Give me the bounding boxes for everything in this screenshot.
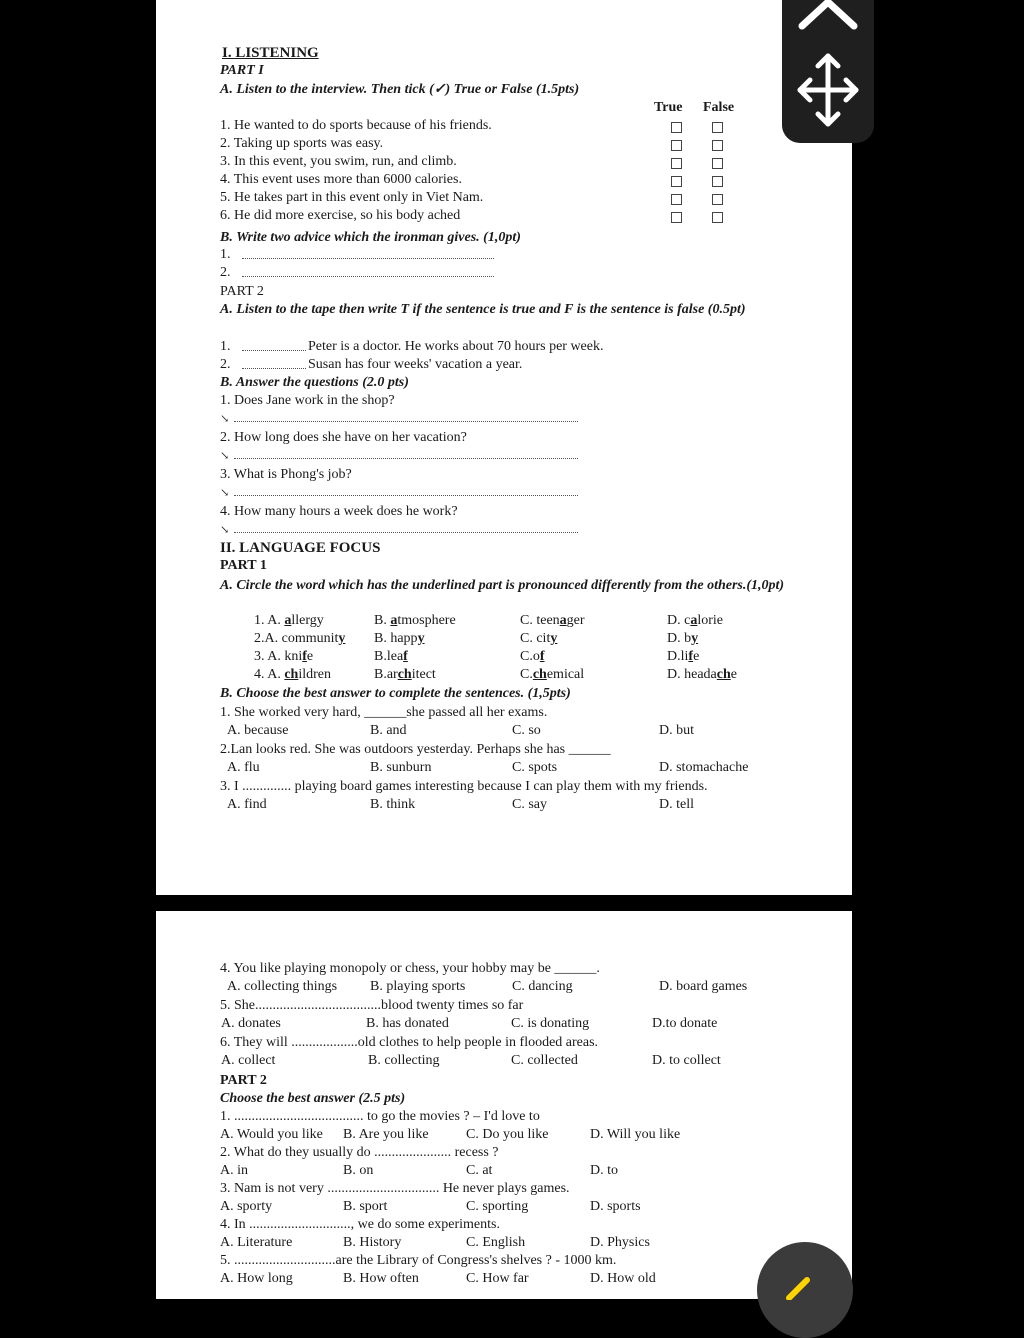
option-suffix: ger [566, 613, 585, 628]
pronunciation-option[interactable] [254, 649, 313, 665]
answer-option[interactable]: A. flu [227, 760, 260, 775]
answer-option[interactable]: C. spots [512, 760, 558, 775]
answer-option[interactable]: C. English [466, 1235, 526, 1250]
tf-statement-1-number: 1. [220, 339, 231, 354]
false-checkbox[interactable] [712, 140, 723, 151]
pronunciation-option[interactable] [520, 667, 584, 683]
answer-option[interactable]: B. collecting [368, 1053, 440, 1068]
answer-option[interactable]: D. but [659, 723, 694, 738]
underlined-letters: f [302, 649, 307, 664]
advice-line-1[interactable] [242, 258, 494, 259]
answer-option[interactable]: A. collect [221, 1053, 276, 1068]
tf-statement-2-number: 2. [220, 357, 231, 372]
pronunciation-option[interactable] [667, 613, 723, 629]
answer-option[interactable]: B. How often [343, 1271, 419, 1286]
answer-option[interactable]: A. Literature [220, 1235, 293, 1250]
tf-statement-2: Susan has four weeks' vacation a year. [308, 357, 523, 372]
option-prefix: C. [520, 667, 533, 682]
option-suffix: llergy [291, 613, 324, 628]
false-checkbox[interactable] [712, 122, 723, 133]
underlined-letters: a [690, 613, 698, 628]
option-suffix: emical [546, 667, 585, 682]
pronunciation-option[interactable] [520, 613, 585, 629]
true-checkbox[interactable] [671, 158, 682, 169]
pronunciation-option[interactable] [254, 667, 331, 683]
pronunciation-option[interactable] [374, 631, 425, 647]
tf-answer-1[interactable] [242, 350, 306, 351]
answer-option[interactable]: B. has donated [366, 1016, 449, 1031]
answer-option[interactable]: C. at [466, 1163, 493, 1178]
question-text: 6. They will ...................old clothes to help people in flooded areas. [220, 1035, 599, 1050]
option-suffix: ildren [298, 667, 331, 682]
lf-part2-instruction: Choose the best answer (2.5 pts) [220, 1091, 406, 1106]
answer-option[interactable]: C. collected [511, 1053, 578, 1068]
answer-option[interactable]: C. sporting [466, 1199, 529, 1214]
answer-option[interactable]: B. and [370, 723, 407, 738]
answer-option[interactable]: B. Are you like [343, 1127, 429, 1142]
answer-option[interactable]: B. on [343, 1163, 374, 1178]
advice-line-2[interactable] [242, 276, 494, 277]
arrow-right-icon: ↘ [220, 487, 230, 499]
underlined-letters: a [284, 613, 292, 628]
language-heading: II. LANGUAGE FOCUS [220, 540, 381, 556]
answer-option[interactable]: B. sunburn [370, 760, 432, 775]
question-text: 5. .............................are the Library of Congress's shelves ? - 1000 km. [220, 1253, 617, 1268]
option-prefix: B. happ [374, 631, 418, 646]
option-prefix: B.ar [374, 667, 398, 682]
answer-option[interactable]: B. think [370, 797, 416, 812]
answer-option[interactable]: D. sports [590, 1199, 641, 1214]
false-checkbox[interactable] [712, 176, 723, 187]
option-prefix: 4. A. [254, 667, 285, 682]
pronunciation-option[interactable] [667, 631, 698, 647]
pronunciation-option[interactable] [254, 613, 324, 629]
question-text: 5. She....................................blood twenty times so far [220, 998, 524, 1013]
option-prefix: C. teen [520, 613, 560, 628]
option-prefix: D. heada [667, 667, 717, 682]
answer-option[interactable]: D. tell [659, 797, 694, 812]
answer-option[interactable]: A. sporty [220, 1199, 273, 1214]
option-suffix: itect [411, 667, 436, 682]
answer-option[interactable]: C. Do you like [466, 1127, 549, 1142]
statement-text: 2. Taking up sports was easy. [220, 136, 384, 151]
question-text: 4. How many hours a week does he work? [220, 504, 458, 519]
pronunciation-option[interactable] [374, 667, 436, 683]
edit-button[interactable] [757, 1242, 853, 1338]
answer-option[interactable]: D. stomachache [659, 760, 749, 775]
answer-option[interactable]: A. donates [221, 1016, 281, 1031]
underlined-letters: a [559, 613, 567, 628]
answer-option[interactable]: C. so [512, 723, 541, 738]
pronunciation-option[interactable] [254, 631, 345, 647]
worksheet-page-2 [156, 911, 852, 1299]
listening-heading: I. LISTENING [222, 45, 319, 61]
advice-line-1-number: 1. [220, 247, 231, 262]
part1-label: PART I [220, 63, 264, 78]
move-arrows-icon[interactable] [796, 52, 860, 128]
underlined-letters: ch [532, 667, 547, 682]
answer-option[interactable]: D. How old [590, 1271, 656, 1286]
answer-option[interactable]: A. How long [220, 1271, 293, 1286]
option-prefix: B. [374, 613, 391, 628]
underlined-letters: ch [397, 667, 412, 682]
false-checkbox[interactable] [712, 194, 723, 205]
answer-option[interactable]: C. is donating [511, 1016, 590, 1031]
part2-a-instruction: A. Listen to the tape then write T if the sentence is true and F is the sentence is false (0.5pt) [220, 302, 746, 317]
option-prefix: C. cit [520, 631, 551, 646]
underlined-letters: y [338, 631, 346, 646]
option-prefix: 1. A. [254, 613, 285, 628]
underlined-letters: f [403, 649, 408, 664]
pronunciation-option[interactable] [374, 613, 456, 629]
answer-option[interactable]: D. Will you like [590, 1127, 681, 1142]
question-text: 2. How long does she have on her vacation? [220, 430, 467, 445]
answer-option[interactable]: A. collecting things [227, 979, 338, 994]
statement-text: 6. He did more exercise, so his body ached [220, 208, 461, 223]
part1-a-instruction: A. Listen to the interview. Then tick (✓) True or False (1.5pts) [220, 82, 580, 97]
lf-part1-label: PART 1 [220, 558, 267, 573]
statement-text: 4. This event uses more than 6000 calories. [220, 172, 462, 187]
question-text: 4. You like playing monopoly or chess, your hobby may be ______. [220, 961, 600, 976]
pronunciation-option[interactable] [374, 649, 408, 665]
answer-option[interactable]: A. in [220, 1163, 248, 1178]
statement-text: 5. He takes part in this event only in Viet Nam. [220, 190, 484, 205]
underlined-letters: f [539, 649, 545, 664]
true-checkbox[interactable] [671, 140, 682, 151]
answer-line[interactable] [234, 458, 578, 459]
advice-line-2-number: 2. [220, 265, 231, 280]
true-checkbox[interactable] [671, 176, 682, 187]
answer-option[interactable]: A. find [227, 797, 267, 812]
option-prefix: D.li [667, 649, 689, 664]
question-text: 2.Lan looks red. She was outdoors yesterday. Perhaps she has ______ [220, 742, 611, 757]
false-checkbox[interactable] [712, 212, 723, 223]
answer-option[interactable]: D. Physics [590, 1235, 650, 1250]
answer-line[interactable] [234, 421, 578, 422]
chevron-up-icon[interactable] [796, 0, 860, 30]
statement-text: 1. He wanted to do sports because of his friends. [220, 118, 492, 133]
false-checkbox[interactable] [712, 158, 723, 169]
option-suffix: lorie [697, 613, 723, 628]
tf-answer-2[interactable] [242, 368, 306, 369]
true-checkbox[interactable] [671, 194, 682, 205]
underlined-letters: ch [716, 667, 731, 682]
question-text: 3. What is Phong's job? [220, 467, 352, 482]
part2-label: PART 2 [220, 284, 264, 299]
pronunciation-option[interactable] [520, 649, 545, 665]
option-prefix: D. b [667, 631, 692, 646]
option-suffix: e [306, 649, 314, 664]
answer-option[interactable]: B. History [343, 1235, 402, 1250]
answer-option[interactable]: C. dancing [512, 979, 573, 994]
worksheet-page-1 [156, 0, 852, 895]
pronunciation-option[interactable] [520, 631, 557, 647]
true-checkbox[interactable] [671, 212, 682, 223]
question-text: 3. I .............. playing board games interesting because I can play them with my friends. [220, 779, 708, 794]
option-prefix: 3. A. kni [254, 649, 303, 664]
option-prefix: D. c [667, 613, 691, 628]
question-text: 1. Does Jane work in the shop? [220, 393, 395, 408]
answer-option[interactable]: A. because [227, 723, 289, 738]
question-text: 3. Nam is not very ................................ He never plays games. [220, 1181, 570, 1196]
pronunciation-option[interactable] [667, 649, 699, 665]
underlined-letters: y [417, 631, 425, 646]
option-prefix: C.o [520, 649, 540, 664]
option-prefix: 2.A. communit [254, 631, 339, 646]
arrow-right-icon: ↘ [220, 524, 230, 536]
lf-part1-a-instruction: A. Circle the word which has the underlined part is pronounced differently from the others.(1,0pt) [220, 578, 785, 593]
question-text: 2. What do they usually do ...................... recess ? [220, 1145, 499, 1160]
answer-option[interactable]: D. to [590, 1163, 618, 1178]
answer-option[interactable]: C. say [512, 797, 547, 812]
lf-part1-b-instruction: B. Choose the best answer to complete the sentences. (1,5pts) [220, 686, 571, 701]
answer-option[interactable]: A. Would you like [220, 1127, 323, 1142]
option-prefix: B.lea [374, 649, 404, 664]
answer-option[interactable]: B. sport [343, 1199, 388, 1214]
underlined-letters: f [688, 649, 694, 664]
false-column-header: False [703, 100, 735, 115]
part2-b-instruction: B. Answer the questions (2.0 pts) [220, 375, 409, 390]
answer-option[interactable]: D. board games [659, 979, 748, 994]
question-text: 4. In ............................., we do some experiments. [220, 1217, 500, 1232]
option-suffix: e [693, 649, 700, 664]
part1-b-instruction: B. Write two advice which the ironman gives. (1,0pt) [220, 230, 521, 245]
underlined-letters: ch [284, 667, 299, 682]
lf-part2-label: PART 2 [220, 1073, 267, 1088]
arrow-right-icon: ↘ [220, 450, 230, 462]
true-column-header: True [654, 100, 683, 115]
answer-line[interactable] [234, 495, 578, 496]
viewer-control-panel [782, 0, 874, 143]
pronunciation-option[interactable] [667, 667, 737, 683]
answer-line[interactable] [234, 532, 578, 533]
tf-statement-1: Peter is a doctor. He works about 70 hours per week. [308, 339, 604, 354]
answer-option[interactable]: D.to donate [652, 1016, 718, 1031]
answer-option[interactable]: D. to collect [652, 1053, 721, 1068]
arrow-right-icon: ↘ [220, 413, 230, 425]
underlined-letters: a [390, 613, 398, 628]
statement-text: 3. In this event, you swim, run, and climb. [220, 154, 457, 169]
question-text: 1. ..................................... to go the movies ? – I'd love to [220, 1109, 540, 1124]
option-suffix: tmosphere [397, 613, 456, 628]
question-text: 1. She worked very hard, ______she passed all her exams. [220, 705, 548, 720]
answer-option[interactable]: B. playing sports [370, 979, 466, 994]
underlined-letters: y [550, 631, 558, 646]
true-checkbox[interactable] [671, 122, 682, 133]
pencil-icon [783, 1276, 811, 1300]
option-suffix: e [730, 667, 737, 682]
answer-option[interactable]: C. How far [466, 1271, 529, 1286]
underlined-letters: y [691, 631, 699, 646]
